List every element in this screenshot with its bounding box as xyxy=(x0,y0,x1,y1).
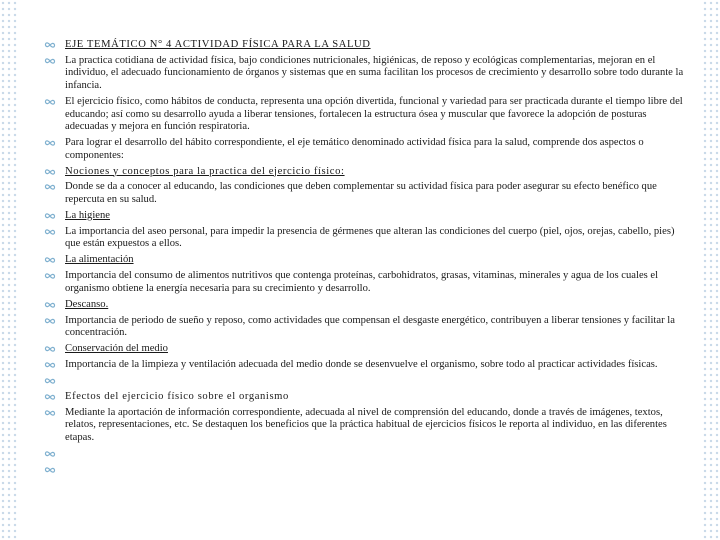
list-item xyxy=(24,391,690,404)
list-item-text: Importancia de periodo de sueño y reposo, como actividades que compensan el desgaste energético, contribuyen a liberar tensiones y facilitar la concentración. xyxy=(65,314,675,339)
list-item-text: El ejercicio físico, como hábitos de conducta, representa una opción divertida, funcional y variedad para ser practicada durante el tiempo libre del educando; así como su desarrollo ayuda a liberar tensiones, fortalecen la estructura ósea y muscular que favorece la adopción de posturas adecuadas y mejora en función respiratoria. xyxy=(65,95,683,133)
infinity-icon xyxy=(44,211,56,221)
list-item xyxy=(24,407,690,445)
list-item-text: Efectos del ejercicio físico sobre el organismo xyxy=(65,390,289,402)
infinity-icon xyxy=(44,300,56,310)
list-item xyxy=(24,96,690,134)
list-item-text: La alimentación xyxy=(65,254,134,266)
infinity-icon xyxy=(44,392,56,402)
infinity-icon xyxy=(44,344,56,354)
list-item xyxy=(24,448,690,461)
list-item xyxy=(24,254,690,267)
list-item-text: La higiene xyxy=(65,209,111,221)
list-item xyxy=(24,210,690,223)
list-item-text: Mediante la aportación de información correspondiente, adecuada al nivel de comprensión del educando, donde a través de imágenes, textos, relatos, representaciones, etc. Se destaquen los beneficios que la práctica habitual de ejercicios físicos le reporta al individuo, en las diferentes etapas. xyxy=(65,406,667,443)
list-item-text: EJE TEMÁTICO N° 4 ACTIVIDAD FÍSICA PARA LA SALUD xyxy=(65,39,371,50)
list-item-text: La importancia del aseo personal, para impedir la presencia de gérmenes que alteran las condiciones del cuerpo (piel, ojos, orejas, cabello, pies) que están expuestos a ellos. xyxy=(65,225,675,250)
infinity-icon xyxy=(44,449,56,459)
bullet-list xyxy=(24,39,690,479)
infinity-icon xyxy=(44,182,56,192)
infinity-icon xyxy=(44,138,56,148)
infinity-icon xyxy=(44,255,56,265)
list-item xyxy=(24,166,690,179)
list-item xyxy=(24,375,690,388)
dotted-border-left xyxy=(0,0,18,540)
list-item xyxy=(24,55,690,93)
infinity-icon xyxy=(44,97,56,107)
list-item xyxy=(24,137,690,162)
list-item-text: Conservación del medio xyxy=(65,343,168,355)
list-item xyxy=(24,39,690,52)
list-item-text: Donde se da a conocer al educando, las condiciones que deben complementar su actividad física para poder asegurar su efecto benéfico que repercuta en su salud. xyxy=(65,181,657,206)
list-item xyxy=(24,181,690,206)
list-item-text: Importancia de la limpieza y ventilación adecuada del medio donde se desenvuelve el organismo, sobre todo al practicar actividades físicas. xyxy=(65,358,658,370)
list-item xyxy=(24,464,690,477)
infinity-icon xyxy=(44,227,56,237)
infinity-icon xyxy=(44,40,56,50)
infinity-icon xyxy=(44,56,56,66)
infinity-icon xyxy=(44,408,56,418)
list-item-text: Descanso. xyxy=(65,298,109,310)
infinity-icon xyxy=(44,465,56,475)
list-item xyxy=(24,226,690,251)
infinity-icon xyxy=(44,167,56,177)
list-item-text: La practica cotidiana de actividad física, bajo condiciones nutricionales, higiénicas, de reposo y ecológicas complementarias, mejoran en el individuo, el adecuado funcionamiento de órganos y sistemas que en suma facilitan los procesos de crecimiento y desarrollo sobre todo durante la infancia. xyxy=(65,54,684,92)
list-item xyxy=(24,359,690,372)
list-item-text: Para lograr el desarrollo del hábito correspondiente, el eje temático denominado actividad física para la salud, comprende dos aspectos o componentes: xyxy=(65,137,644,161)
list-item xyxy=(24,270,690,295)
infinity-icon xyxy=(44,360,56,370)
dotted-border-right xyxy=(702,0,720,540)
list-item-text: Nociones y conceptos para la practica del ejercicio físico: xyxy=(65,165,345,177)
infinity-icon xyxy=(44,316,56,326)
infinity-icon xyxy=(44,376,56,386)
list-item-text: Importancia del consumo de alimentos nutritivos que contenga proteínas, carbohidratos, grasas, vitaminas, minerales y agua de los cuales el organismo obtiene la energía necesaria para su crecimiento y desarrollo. xyxy=(65,270,659,294)
list-item xyxy=(24,315,690,340)
list-item xyxy=(24,299,690,312)
list-item xyxy=(24,343,690,356)
infinity-icon xyxy=(44,271,56,281)
